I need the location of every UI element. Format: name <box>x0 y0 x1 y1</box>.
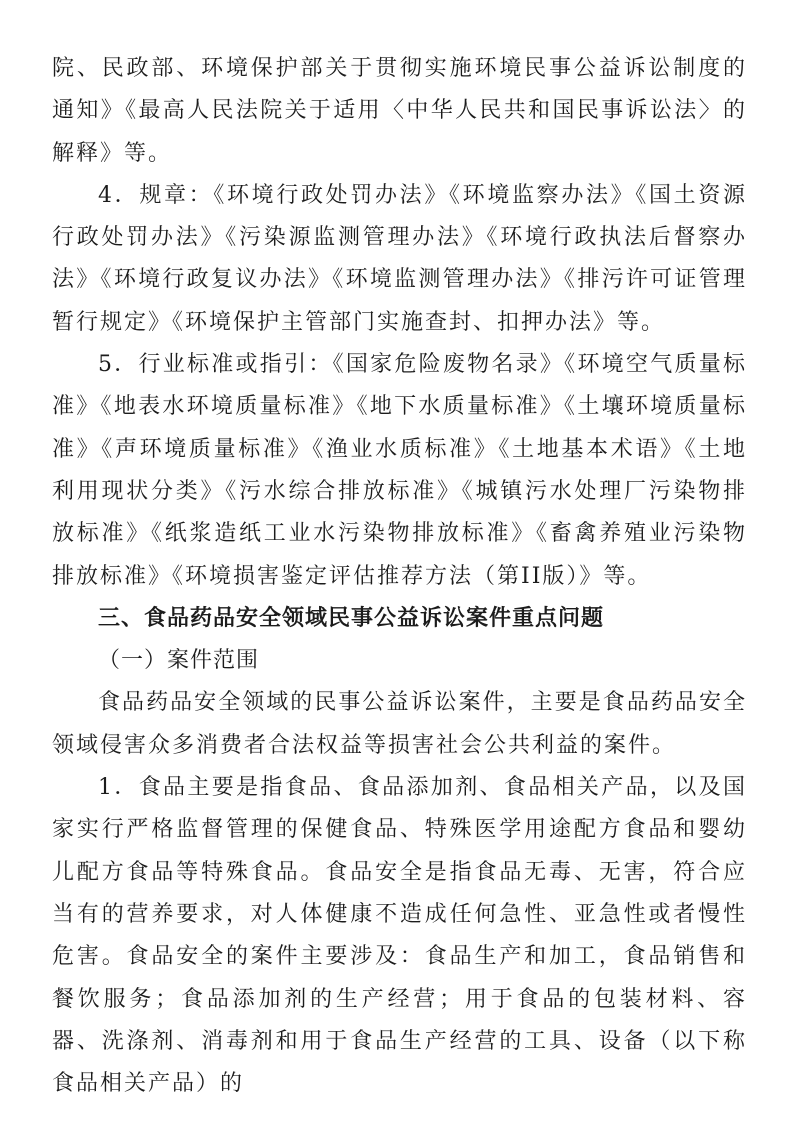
paragraph-case-scope: 食品药品安全领域的民事公益诉讼案件，主要是食品药品安全领域侵害众多消费者合法权益等损害社会公共利益的案件。 <box>52 690 747 758</box>
subsection-heading: （一）案件范围 <box>98 648 260 674</box>
section-heading: 三、食品药品安全领域民事公益诉讼案件重点问题 <box>98 605 605 631</box>
document-body <box>52 48 747 1105</box>
paragraph-food-definition: 1．食品主要是指食品、食品添加剂、食品相关产品，以及国家实行严格监督管理的保健食品、特殊医学用途配方食品和婴幼儿配方食品等特殊食品。食品安全是指食品无毒、无害，符合应当有的营养要求，对人体健康不造成任何急性、亚急性或者慢性危害。食品安全的案件主要涉及：食品生产和加工，食品销售和餐饮服务；食品添加剂的生产经营；用于食品的包装材料、容器、洗涤剂、消毒剂和用于食品生产经营的工具、设备（以下称食品相关产品）的 <box>52 775 747 1097</box>
paragraph-industry-standards: 5．行业标准或指引：《国家危险废物名录》《环境空气质量标准》《地表水环境质量标准》《地下水质量标准》《土壤环境质量标准》《声环境质量标准》《渔业水质标准》《土地基本术语》《土地利用现状分类》《污水综合排放标准》《城镇污水处理厂污染物排放标准》《纸浆造纸工业水污染物排放标准》《畜禽养殖业污染物排放标准》《环境损害鉴定评估推荐方法（第II版）》等。 <box>52 352 747 589</box>
paragraph-regulations: 4．规章：《环境行政处罚办法》《环境监察办法》《国土资源行政处罚办法》《污染源监测管理办法》《环境行政执法后督察办法》《环境行政复议办法》《环境监测管理办法》《排污许可证管理暂行规定》《环境保护主管部门实施查封、扣押办法》等。 <box>52 182 747 335</box>
paragraph-continuation: 院、民政部、环境保护部关于贯彻实施环境民事公益诉讼制度的通知》《最高人民法院关于适用〈中华人民共和国民事诉讼法〉的解释》等。 <box>52 56 747 166</box>
